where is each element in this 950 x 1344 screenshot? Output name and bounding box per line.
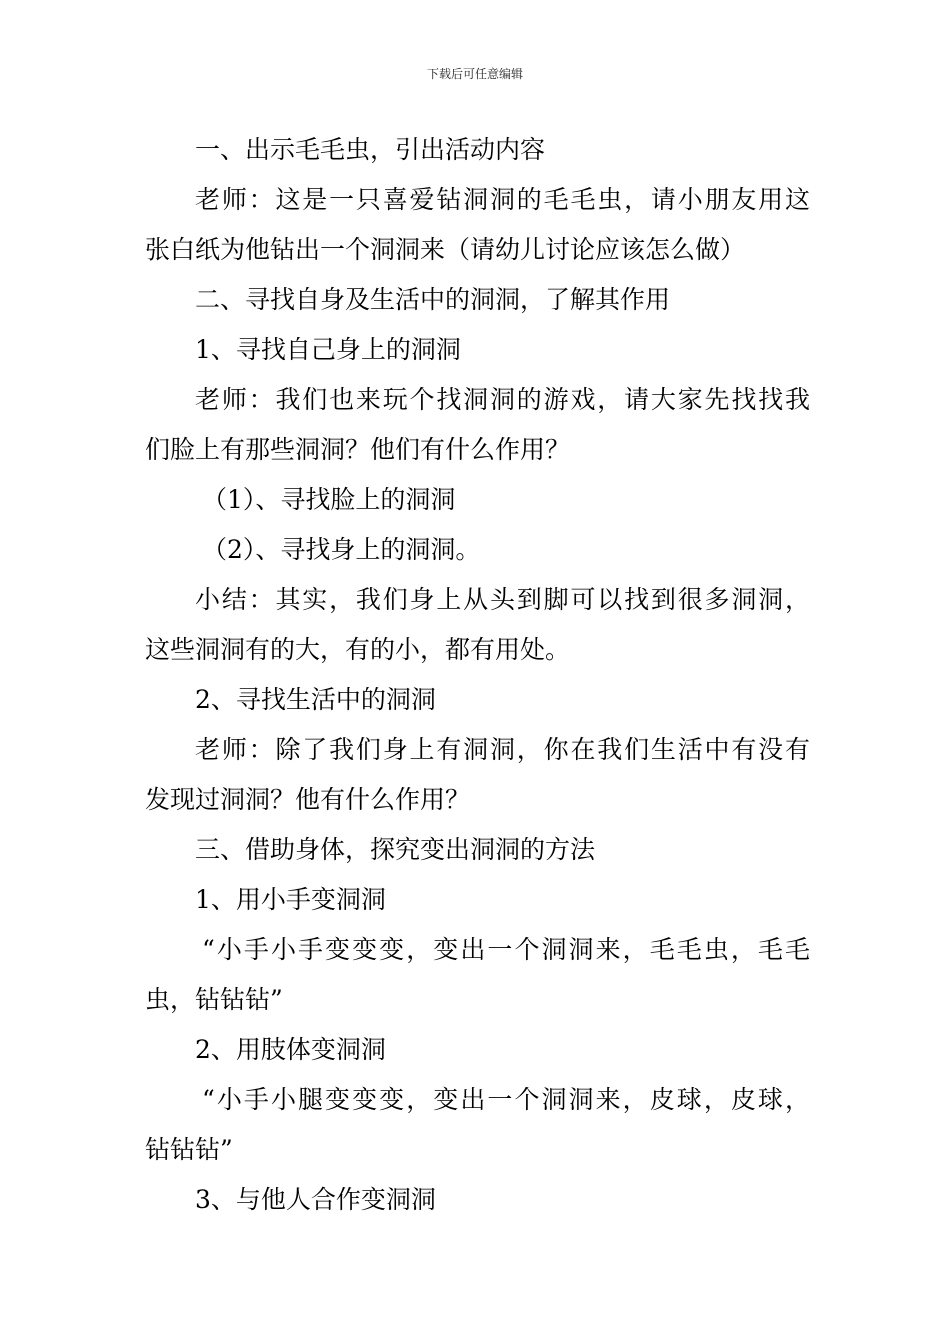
paragraph-line: 小结：其实，我们身上从头到脚可以找到很多洞洞， [195,585,810,614]
paragraph-line: 老师：除了我们身上有洞洞，你在我们生活中有没有 [195,735,810,764]
paragraph-line: 张白纸为他钻出一个洞洞来（请幼儿讨论应该怎么做） [145,235,746,264]
section-heading-1: 一、出示毛毛虫，引出活动内容 [195,135,546,164]
quote-line: 虫，钻钻钻” [145,985,283,1014]
paragraph-line: 们脸上有那些洞洞？他们有什么作用？ [145,435,571,464]
section-heading-2: 二、寻找自身及生活中的洞洞，了解其作用 [195,285,671,314]
subsection-heading: 1、用小手变洞洞 [195,885,386,914]
document-body [145,125,810,1225]
subsection-heading: 2、寻找生活中的洞洞 [195,685,436,714]
paragraph-line: 这些洞洞有的大，有的小，都有用处。 [145,635,571,664]
paragraph-line: 老师：我们也来玩个找洞洞的游戏，请大家先找找我 [195,385,810,414]
quote-line: 钻钻钻” [145,1135,233,1164]
list-item: （1）、寻找脸上的洞洞 [202,485,456,514]
section-heading-3: 三、借助身体，探究变出洞洞的方法 [195,835,596,864]
page-header-note: 下载后可任意编辑 [426,67,523,81]
subsection-heading: 3、与他人合作变洞洞 [195,1185,436,1214]
subsection-heading: 1、寻找自己身上的洞洞 [195,335,461,364]
paragraph-line: 发现过洞洞？他有什么作用？ [145,785,471,814]
paragraph-line: 老师：这是一只喜爱钻洞洞的毛毛虫，请小朋友用这 [195,185,810,214]
subsection-heading: 2、用肢体变洞洞 [195,1035,386,1064]
quote-line: “小手小手变变变，变出一个洞洞来，毛毛虫，毛毛 [202,935,810,964]
list-item: （2）、寻找身上的洞洞。 [202,535,481,564]
quote-line: “小手小腿变变变，变出一个洞洞来，皮球，皮球， [202,1085,810,1114]
